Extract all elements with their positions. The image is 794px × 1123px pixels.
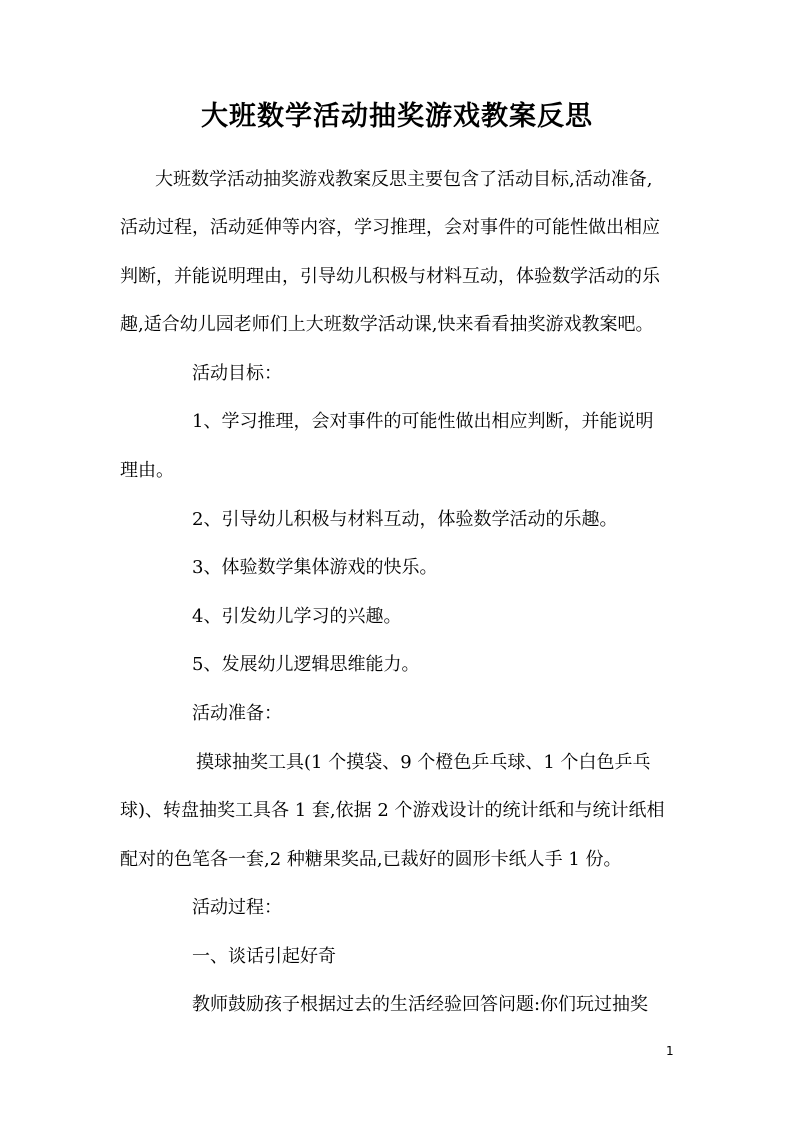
document-title: 大班数学活动抽奖游戏教案反思 [201, 101, 593, 132]
goal-item-1: 1、学习推理，会对事件的可能性做出相应判断，并能说明 [192, 411, 654, 432]
prep-heading: 活动准备： [192, 703, 282, 724]
page-number: 1 [666, 1044, 674, 1058]
goals-heading: 活动目标： [192, 363, 282, 384]
intro-line-4: 趣,适合幼儿园老师们上大班数学活动课,快来看看抽奖游戏教案吧。 [120, 314, 654, 335]
process-subheading: 一、谈话引起好奇 [192, 946, 336, 967]
prep-line-2: 球)、转盘抽奖工具各 1 套,依据 2 个游戏设计的统计纸和与统计纸相 [120, 800, 665, 821]
goal-item-3: 3、体验数学集体游戏的快乐。 [192, 557, 438, 578]
intro-line-3: 判断，并能说明理由，引导幼儿积极与材料互动，体验数学活动的乐 [120, 266, 660, 287]
goal-item-5: 5、发展幼儿逻辑思维能力。 [192, 654, 420, 675]
process-text: 教师鼓励孩子根据过去的生活经验回答问题:你们玩过抽奖 [192, 994, 649, 1015]
prep-line-3: 配对的色笔各一套,2 种糖果奖品,已裁好的圆形卡纸人手 1 份。 [120, 849, 622, 870]
goal-item-1-cont: 理由。 [120, 460, 174, 481]
process-heading: 活动过程： [192, 897, 282, 918]
goal-item-4: 4、引发幼儿学习的兴趣。 [192, 606, 402, 627]
intro-line-1: 大班数学活动抽奖游戏教案反思主要包含了活动目标,活动准备, [155, 169, 653, 190]
goal-item-2: 2、引导幼儿积极与材料互动，体验数学活动的乐趣。 [192, 509, 618, 530]
intro-line-2: 活动过程，活动延伸等内容，学习推理，会对事件的可能性做出相应 [120, 217, 660, 238]
prep-line-1: 摸球抽奖工具(1 个摸袋、9 个橙色乒乓球、1 个白色乒乓 [196, 752, 651, 773]
